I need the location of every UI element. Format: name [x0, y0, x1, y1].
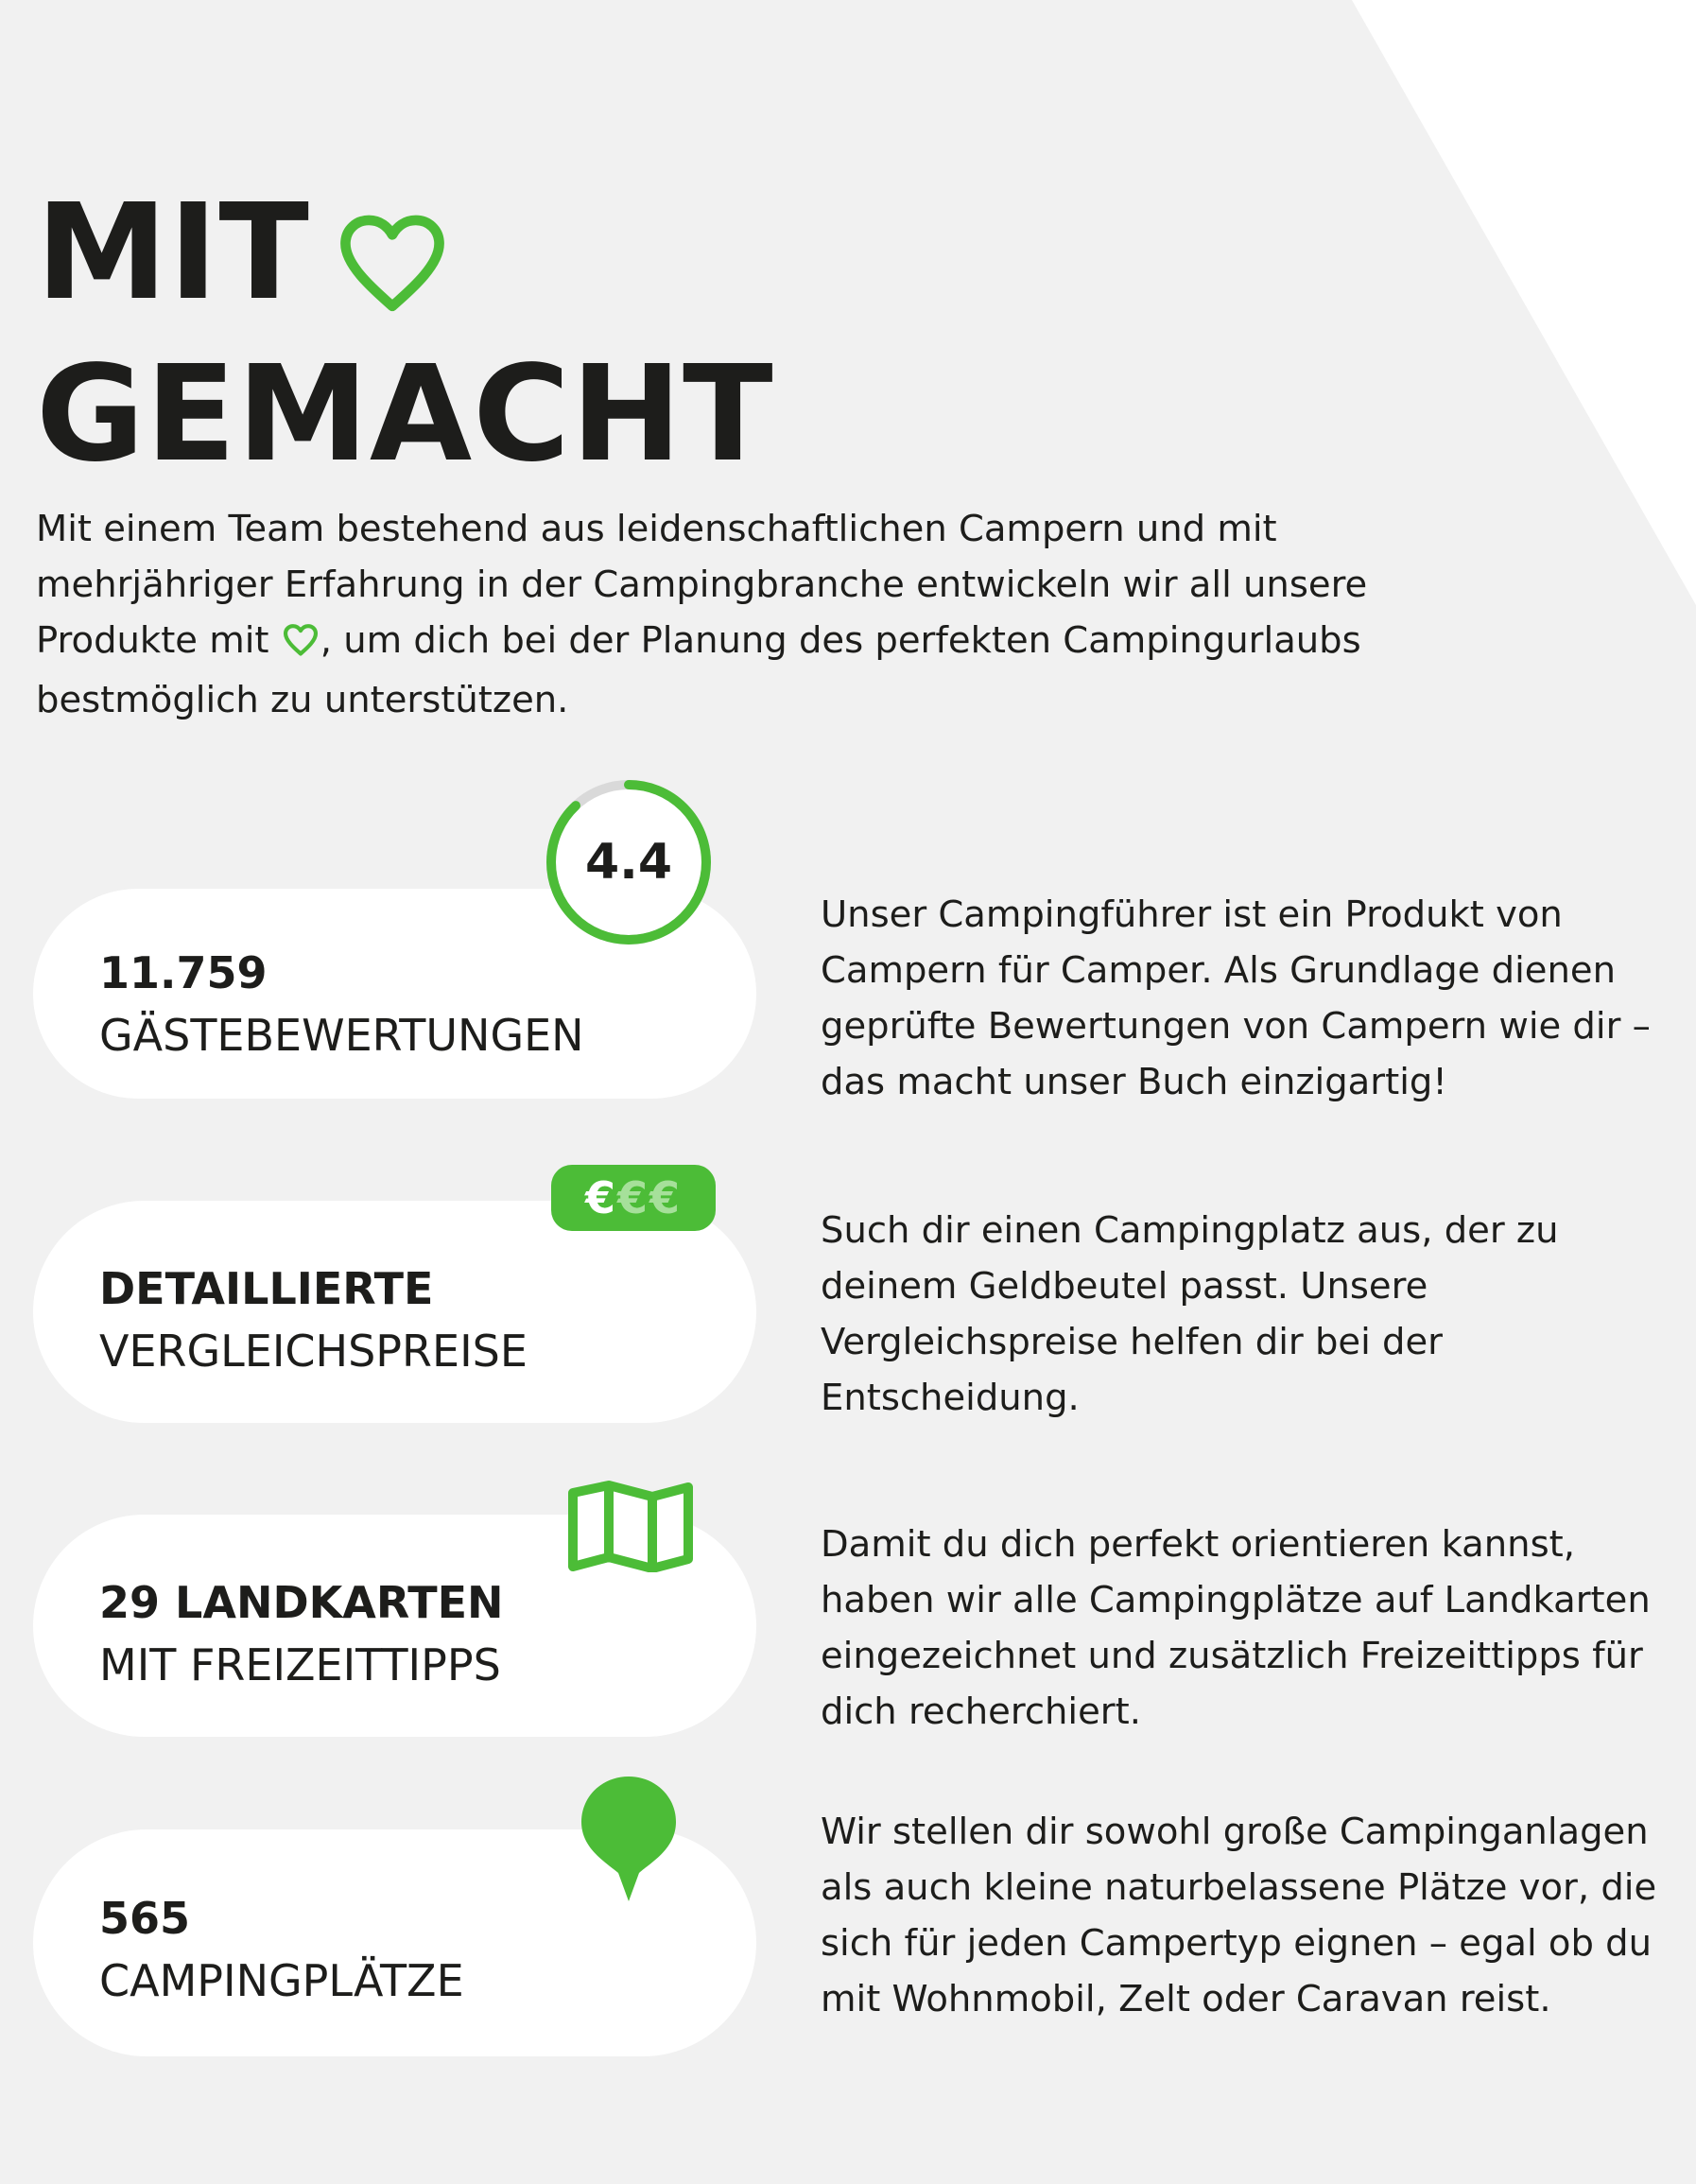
title-line-2: GEMACHT: [36, 338, 774, 492]
stat-maps-description: Damit du dich perfekt orientieren kannst, haben wir alle Campingplätze auf Landkarten eingezeichnet und zusätzlich Freizeittipps für dich recherchiert.: [821, 1523, 1651, 1733]
map-icon: [567, 1480, 695, 1572]
intro-text-part-2: , um dich bei der Planung des perfekten Campingurlaubs bestmöglich zu unterstützen.: [36, 619, 1361, 721]
inline-heart-icon: [283, 616, 319, 672]
rating-value: 4.4: [584, 834, 673, 891]
stat-prices-text: [99, 1257, 528, 1382]
stat-prices-description: Such dir einen Campingplatz aus, der zu deinem Geldbeutel passt. Unsere Vergleichspreise helfen dir bei der Entscheidung.: [821, 1209, 1559, 1419]
page-title: [36, 176, 774, 492]
stat-reviews-description: Unser Campingführer ist ein Produkt von Campern für Camper. Als Grundlage dienen geprüfte Bewertungen von Campern wie dir – das macht unser Buch einzigartig!: [821, 893, 1651, 1103]
map-pin-icon: [577, 1773, 681, 1905]
intro-text-part-1: Mit einem Team bestehend aus leidenschaftlichen Campern und mit mehrjähriger Erfahrung in der Campingbranche entwickeln wir all unsere Produkte mit: [36, 508, 1368, 662]
price-level-inactive: €€: [617, 1172, 683, 1223]
stat-maps-text: [99, 1571, 504, 1696]
price-level-active: €: [584, 1172, 617, 1223]
heart-icon: [337, 195, 448, 341]
stat-reviews-text: [99, 942, 584, 1066]
stat-reviews-number: 11.759: [99, 947, 268, 998]
rating-badge: [544, 777, 714, 947]
stat-campsites-number: 565: [99, 1893, 191, 1944]
stat-maps-label: MIT FREIZEITTIPPS: [99, 1639, 501, 1690]
stat-campsites-text: [99, 1887, 464, 2012]
stat-reviews-label: GÄSTEBEWERTUNGEN: [99, 1010, 584, 1061]
stat-maps-number: 29 LANDKARTEN: [99, 1577, 504, 1628]
price-level-badge: [551, 1165, 716, 1231]
stat-prices-label: VERGLEICHSPREISE: [99, 1326, 528, 1377]
stat-campsites-description: Wir stellen dir sowohl große Campinganlagen als auch kleine naturbelassene Plätze vor, die sich für jeden Campertyp eignen – egal ob du mit Wohnmobil, Zelt oder Caravan reist.: [821, 1811, 1657, 2020]
intro-paragraph: [36, 501, 1378, 728]
stat-prices-heading: DETAILLIERTE: [99, 1263, 434, 1314]
title-line-1: MIT: [36, 176, 310, 330]
stat-campsites-label: CAMPINGPLÄTZE: [99, 1955, 464, 2006]
